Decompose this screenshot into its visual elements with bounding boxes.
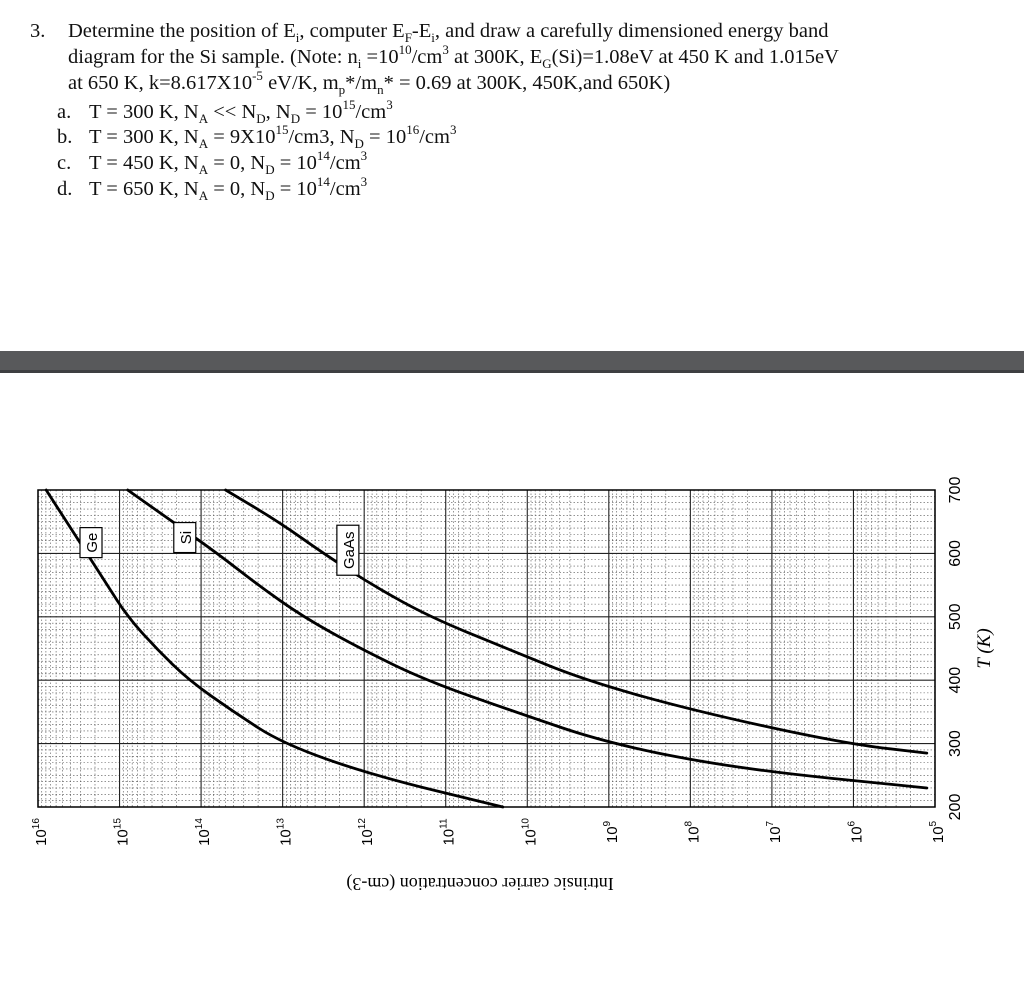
y-tick-label: $10^7$	[764, 820, 784, 844]
chart-container	[0, 373, 1024, 985]
x-tick-label: 300	[947, 730, 964, 757]
y-tick-label: $10^9$	[601, 820, 621, 844]
y-tick-label: $10^5$	[928, 820, 947, 844]
y-tick-label: $10^{16}$	[31, 818, 50, 846]
y-tick-label: $10^{14}$	[194, 818, 214, 846]
problem-line-1: Determine the position of $E_i$, computer $E_F-E_i$, and draw a carefully dimensioned energy band	[68, 20, 829, 46]
label-gaas	[337, 525, 359, 575]
label-si	[174, 523, 196, 553]
x-tick-label: 700	[947, 476, 964, 504]
y-tick-labels	[31, 818, 947, 846]
label-ge	[80, 528, 102, 558]
y-axis-label: Intrinsic carrier concentration (cm-3)	[346, 874, 614, 894]
y-tick-label: $10^{15}$	[112, 818, 132, 846]
x-tick-label: 500	[947, 603, 964, 631]
grid-minor	[38, 490, 935, 807]
y-tick-label: $10^{10}$	[520, 818, 540, 846]
series-label-text: Si	[177, 530, 195, 545]
problem-line-2: diagram for the Si sample. (Note: $n_i =10^{10}/cm^3$ at 300K, $E_G(Si)=1.08eV$ at 450 K and 1.015eV	[68, 42, 839, 72]
x-axis-label: T (K)	[974, 628, 995, 669]
y-tick-label: $10^{12}$	[357, 818, 377, 846]
problem-line-3: at 650 K, $k=8.617X10^{-5}$ eV/K, $m_p*/m_n* = 0.69$ at 300K, 450K,and 650K)	[68, 68, 671, 98]
series-label-text: GaAs	[340, 531, 358, 569]
x-tick-label: 200	[947, 793, 964, 821]
x-tick-label: 400	[947, 666, 964, 694]
x-tick-labels	[947, 477, 964, 821]
series-label-text: Ge	[84, 532, 102, 553]
intrinsic-carrier-chart	[0, 373, 1024, 985]
curve-gaas	[226, 490, 927, 753]
y-tick-label: $10^6$	[846, 820, 866, 844]
x-tick-label: 600	[947, 540, 964, 567]
problem-number: 3.	[30, 20, 46, 42]
y-tick-label: $10^{11}$	[438, 818, 458, 846]
y-tick-label: $10^{13}$	[275, 818, 295, 846]
y-tick-label: $10^8$	[683, 820, 703, 844]
